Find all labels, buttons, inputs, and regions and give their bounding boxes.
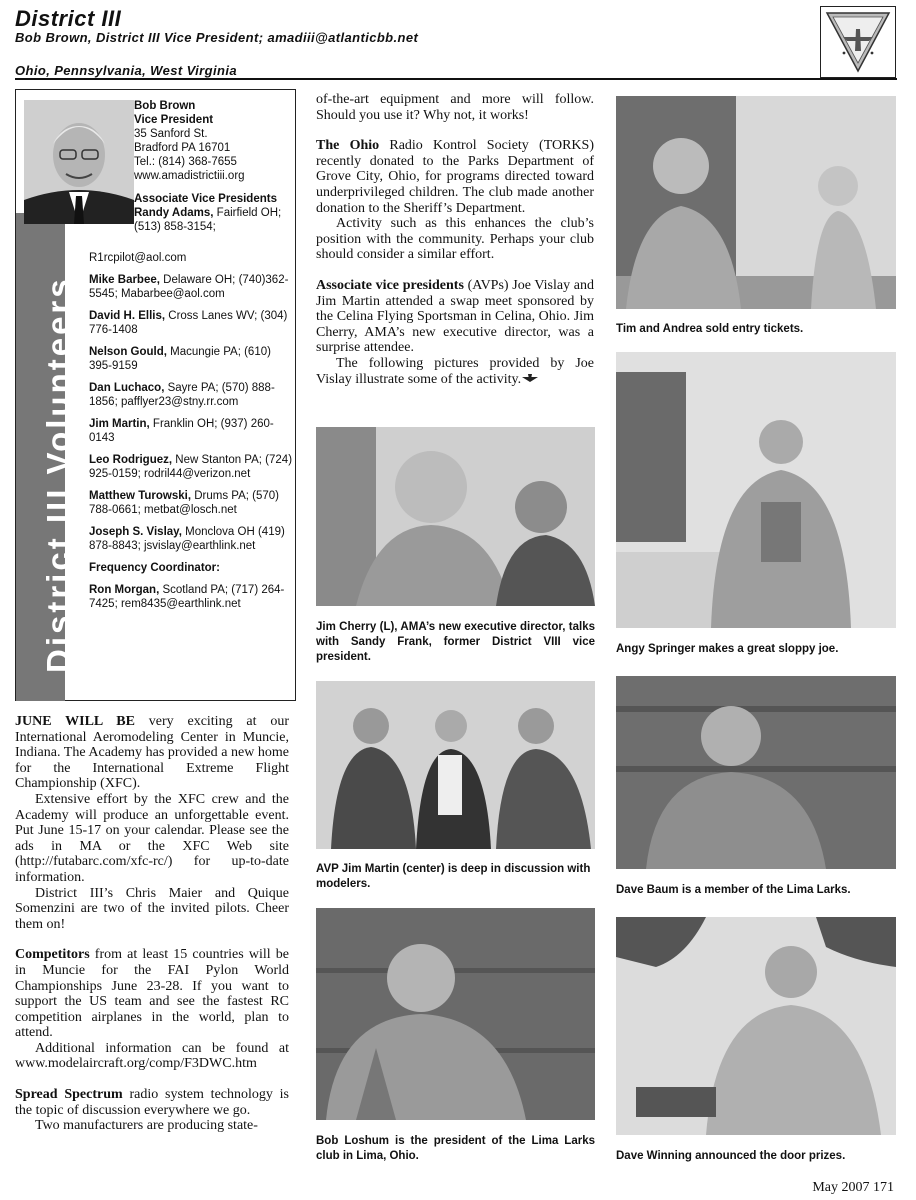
volunteer-detail: Delaware OH; (740)362-5545; Mabarbee@aol.com	[89, 274, 289, 300]
p4-text: from at least 15 countries will be in Muncie for the FAI Pylon World Championships June 23-28. If you want to support the US team and see the fastest RC competition airplanes in the world, plan to attend.	[15, 947, 289, 1041]
photo-jim-cherry	[316, 427, 595, 606]
page-footer	[812, 1180, 894, 1196]
caption-dave-baum: Dave Baum is a member of the Lima Larks.	[616, 884, 851, 896]
freq-detail: Scotland PA; (717) 264-7425; rem8435@earthlink.net	[89, 584, 285, 610]
volunteer-entry	[89, 453, 294, 481]
p2: Extensive effort by the XFC crew and the Academy will produce an unforgettable event. Put June 15-17 on your calendar. Please see the ads in MA or the XFC Web site (http://futabarc.com/xfc-rc/) for up-to-date information.	[15, 791, 289, 885]
avp-first-detail: Fairfield OH; (513) 858-3154;	[134, 207, 282, 233]
freq-heading: Frequency Coordinator:	[89, 562, 220, 574]
vp-name: Bob Brown	[134, 100, 196, 112]
vp-web: www.amadistrictiii.org	[134, 170, 245, 182]
volunteer-entry	[89, 345, 294, 373]
volunteer-detail: Monclova OH (419) 878-8843; jsvislay@earthlink.net	[89, 526, 285, 552]
photo-angy	[616, 352, 896, 628]
issue-date: May 2007	[812, 1180, 870, 1195]
vp-tel: Tel.: (814) 368-7655	[134, 156, 237, 168]
page-number: 171	[873, 1180, 894, 1195]
photo-dave-baum	[616, 676, 896, 869]
volunteer-entry	[89, 309, 294, 337]
volunteer-entry	[89, 273, 294, 301]
p1-text: very exciting at our International Aeromodeling Center in Muncie, Indiana. The Academy has provided a new home for the International Extreme Flight Championship (XFC).	[15, 714, 289, 792]
p4-lead: Competitors	[15, 947, 90, 963]
p5: Additional information can be found at www.modelaircraft.org/comp/F3DWC.htm	[15, 1040, 289, 1072]
volunteer-name: Joseph S. Vislay,	[89, 526, 182, 538]
volunteer-entry	[89, 525, 294, 553]
district-emblem-icon	[821, 7, 895, 77]
volunteer-name: Matthew Turowski,	[89, 490, 192, 502]
volunteers-sidebar	[15, 89, 296, 701]
caption-bob-loshum: Bob Loshum is the president of the Lima Larks club in Lima, Ohio.	[316, 1135, 595, 1162]
volunteers-band	[16, 213, 77, 701]
article-column-1	[15, 714, 289, 1134]
photo-tim-andrea	[616, 96, 896, 309]
caption-jim-martin: AVP Jim Martin (center) is deep in discussion with modelers.	[316, 863, 591, 890]
c2-p3: Activity such as this enhances the club’s position with the community. Perhaps your club should consider a similar effort.	[316, 216, 594, 263]
volunteer-list	[89, 251, 294, 611]
caption-dave-winning: Dave Winning announced the door prizes.	[616, 1150, 846, 1162]
volunteer-detail: Franklin OH; (937) 260-0143	[89, 418, 274, 444]
vp-contact	[134, 99, 294, 234]
avp-first-email: R1rcpilot@aol.com	[89, 252, 187, 264]
avp-heading: Associate Vice Presidents	[134, 193, 277, 205]
header-rule	[15, 78, 897, 80]
district-vp-subtitle: Bob Brown, District III Vice President; amadiii@atlanticbb.net	[15, 30, 419, 45]
district-title: District III	[15, 6, 122, 31]
volunteer-name: Mike Barbee,	[89, 274, 160, 286]
article-column-2	[316, 92, 594, 387]
photo-dave-winning	[616, 917, 896, 1135]
p6-text: radio system technology is the topic of discussion everywhere we go.	[15, 1087, 290, 1118]
photo-jim-martin	[316, 681, 595, 849]
vp-portrait	[24, 100, 134, 224]
ama-end-mark-icon	[521, 373, 539, 383]
vp-address2: Bradford PA 16701	[134, 142, 231, 154]
volunteer-detail: Drums PA; (570) 788-0661; metbat@losch.net	[89, 490, 280, 516]
p7: Two manufacturers are producing state-	[35, 1118, 258, 1134]
district-states: Ohio, Pennsylvania, West Virginia	[15, 63, 237, 78]
volunteer-detail: Macungie PA; (610) 395-9159	[89, 346, 271, 372]
c2-p4-lead: Associate vice presidents	[316, 277, 464, 293]
c2-p4-text: (AVPs) Joe Vislay and Jim Martin attended a swap meet sponsored by the Celina Flying Sportsman in Celina, Ohio. Jim Cherry, AMA’s new executive director, was a surprise attendee.	[316, 277, 595, 356]
volunteer-detail: New Stanton PA; (724) 925-0159; rodril44@verizon.net	[89, 454, 293, 480]
volunteer-name: Jim Martin,	[89, 418, 150, 430]
volunteers-band-label: District III Volunteers	[40, 276, 77, 673]
volunteer-detail: Cross Lanes WV; (304) 776-1408	[89, 310, 288, 336]
volunteer-entry	[89, 489, 294, 517]
volunteer-entry	[89, 381, 294, 409]
volunteer-name: Nelson Gould,	[89, 346, 167, 358]
c2-p5: The following pictures provided by Joe Vislay illustrate some of the activity.	[316, 355, 594, 387]
volunteer-name: David H. Ellis,	[89, 310, 166, 322]
p1-lead: JUNE WILL BE	[15, 714, 135, 729]
district-logo	[820, 6, 896, 78]
volunteer-name: Leo Rodriguez,	[89, 454, 173, 466]
volunteer-entry	[89, 417, 294, 445]
p3: District III’s Chris Maier and Quique Somenzini are two of the invited pilots. Cheer them on!	[15, 885, 289, 932]
caption-tim-andrea: Tim and Andrea sold entry tickets.	[616, 323, 804, 335]
vp-address1: 35 Sanford St.	[134, 128, 208, 140]
volunteer-name: Dan Luchaco,	[89, 382, 165, 394]
avp-first-name: Randy Adams,	[134, 207, 214, 219]
freq-name: Ron Morgan,	[89, 584, 160, 596]
p6-lead: Spread Spectrum	[15, 1087, 123, 1103]
c2-p2-text: Radio Kontrol Society (TORKS) recently donated to the Parks Department of Grove City, Ohio, for programs directed toward underprivileged children. The club made another donation to the Sheriff’s Department.	[316, 138, 594, 216]
volunteer-detail: Sayre PA; (570) 888-1856; pafflyer23@stny.rr.com	[89, 382, 275, 408]
caption-jim-cherry: Jim Cherry (L), AMA’s new executive director, talks with Sandy Frank, former District VIII vice president.	[316, 621, 595, 663]
c2-p2-lead: The Ohio	[316, 138, 380, 154]
photo-bob-loshum	[316, 908, 595, 1120]
caption-angy: Angy Springer makes a great sloppy joe.	[616, 643, 839, 655]
c2-p1: of-the-art equipment and more will follow. Should you use it? Why not, it works!	[316, 92, 594, 123]
vp-role: Vice President	[134, 114, 214, 126]
